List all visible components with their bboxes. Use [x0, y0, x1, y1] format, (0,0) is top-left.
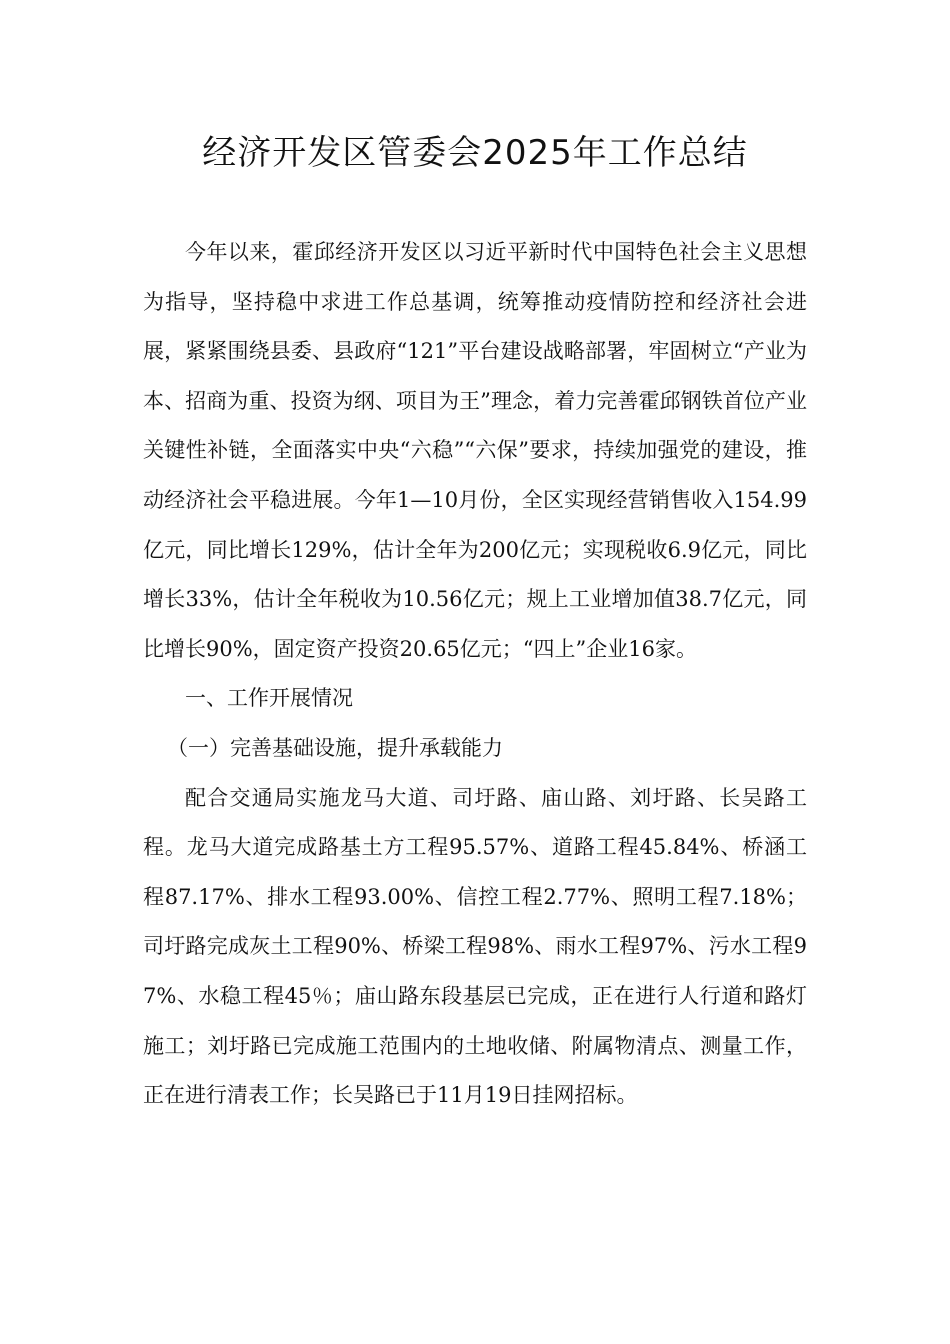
- section-heading: 一、工作开展情况: [185, 686, 353, 711]
- infrastructure-paragraph: 配合交通局实施龙马大道、司圩路、庙山路、刘圩路、长吴路工程。龙马大道完成路基土方工程95.57%、道路工程45.84%、桥涵工程87.17%、排水工程93.00%、信控工程2.77%、照明工程7.18%；司圩路完成灰土工程90%、桥梁工程98%、雨水工程97%、污水工程97%、水稳工程45％；庙山路东段基层已完成，正在进行人行道和路灯施工；刘圩路已完成施工范围内的土地收储、附属物清点、测量工作，正在进行清表工作；长吴路已于11月19日挂网招标。: [143, 785, 807, 1108]
- document-title: 经济开发区管委会2025年工作总结: [202, 133, 748, 173]
- intro-paragraph: 今年以来，霍邱经济开发区以习近平新时代中国特色社会主义思想为指导，坚持稳中求进工作总基调，统筹推动疫情防控和经济社会进展，紧紧围绕县委、县政府“121”平台建设战略部署，牢固树立“产业为本、招商为重、投资为纲、项目为王”理念，着力完善霍邱钢铁首位产业关键性补链，全面落实中央“六稳”“六保”要求，持续加强党的建设，推动经济社会平稳进展。今年1—10月份，全区实现经营销售收入154.99亿元，同比增长129%，估计全年为200亿元；实现税收6.9亿元，同比增长33%，估计全年税收为10.56亿元；规上工业增加值38.7亿元，同比增长90%，固定资产投资20.65亿元；“四上”企业16家。: [143, 240, 807, 661]
- subsection-heading: （一）完善基础设施，提升承载能力: [167, 735, 503, 760]
- document-body: [143, 228, 807, 1121]
